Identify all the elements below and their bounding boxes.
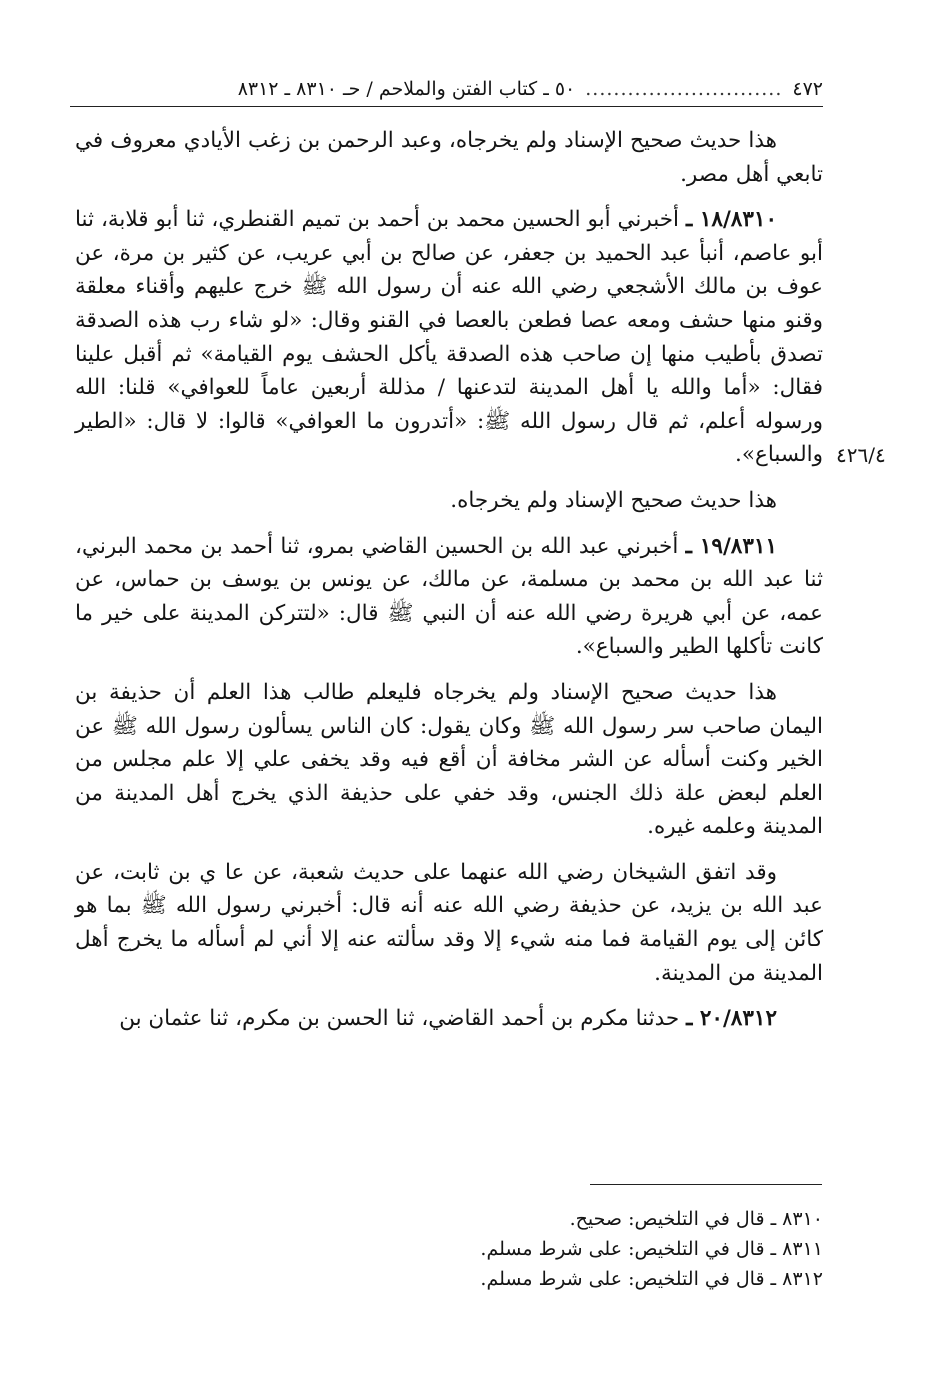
page-number: ٤٧٢ [792,78,823,100]
paragraph [75,484,823,518]
paragraph [75,676,823,844]
hadith-8311 [75,530,823,664]
hadith-text: حدثنا مكرم بن أحمد القاضي، ثنا الحسن بن مكرم، ثنا عثمان بن [119,1006,687,1032]
paragraph [75,856,823,990]
footnote: ٨٣١٠ ـ قال في التلخيص: صحيح. [569,1208,823,1230]
margin-reference: ٤٢٦/٤ [836,443,886,467]
footnotes [300,1204,823,1294]
hadith-text: أخبرني عبد الله بن الحسين القاضي بمرو، ثنا أحمد بن محمد البرني، ثنا عبد الله بن محمد بن مسلمة، عن مالك، عن يونس بن يوسف بن حماس، عن عمه، عن أبي هريرة رضي الله عنه أن النبي ﷺ قال: «لتتركن المدينة على خير ما كانت تأكلها الطير والسباع». [75,533,823,660]
header-title: ٥٠ ـ كتاب الفتن والملاحم / حـ ٨٣١٠ ـ ٨٣١٢ [237,78,576,100]
paragraph-text: هذا حديث صحيح الإسناد ولم يخرجاه. [450,487,777,513]
hadith-number: ١٨/٨٣١٠ ـ [685,207,777,233]
running-header [70,72,823,107]
paragraph-text: هذا حديث صحيح الإسناد ولم يخرجاه، وعبد الرحمن بن زغب الأيادي معروف في تابعي أهل مصر. [75,128,823,187]
hadith-text: أخبرني أبو الحسين محمد بن أحمد بن تميم القنطري، ثنا أبو قلابة، ثنا أبو عاصم، أنبأ عبد الحميد بن جعفر، عن صالح بن أبي عريب، عن كثير بن مرة، عن عوف بن مالك الأشجعي رضي الله عنه أن رسول الله ﷺ خرج عليهم وأقناء معلقة وقنو منها حشف ومعه عصا فطعن بالعصا في القنو وقال: «لو شاء رب هذه الصدقة تصدق بأطيب منها إن صاحب هذه الصدقة يأكل الحشف يوم القيامة» ثم أقبل علينا فقال: «أما والله يا أهل المدينة لتدعنها / مذللة أربعين عاماً للعوافي» قلنا: الله ورسوله أعلم، ثم قال رسول الله ﷺ: «أتدرون ما العوافي» قالوا: لا قال: «الطير والسباع». [75,207,823,468]
hadith-number: ١٩/٨٣١١ ـ [685,533,777,559]
hadith-8310 [75,203,823,472]
footnote-divider [590,1184,822,1185]
header-leader-dots: ............................ [585,78,783,100]
main-text [75,124,823,1048]
footnote: ٨٣١٢ ـ قال في التلخيص: على شرط مسلم. [480,1268,823,1290]
hadith-8312 [75,1002,823,1036]
footnote: ٨٣١١ ـ قال في التلخيص: على شرط مسلم. [480,1238,823,1260]
paragraph-text: هذا حديث صحيح الإسناد ولم يخرجاه فليعلم طالب هذا العلم أن حذيفة بن اليمان صاحب سر رسول الله ﷺ وكان يقول: كان الناس يسألون رسول الله ﷺ عن الخير وكنت أسأله عن الشر مخافة أن أقع فيه وقد يخفى علي إلا علم مجلس من العلم لبعض علة ذلك الجنس، وقد خفي على حذيفة الذي يخرج أهل المدينة من المدينة وعلمه غيره. [75,679,823,840]
paragraph-text: وقد اتفق الشيخان رضي الله عنهما على حديث شعبة، عن عا ي بن ثابت، عن عبد الله بن يزيد، عن حذيفة رضي الله عنه أنه قال: أخبرني رسول الله ﷺ بما هو كائن إلى يوم القيامة فما منه شيء إلا وقد سألته عنه إلا أني لم أسأله ما يخرج أهل المدينة من المدينة. [75,859,823,986]
hadith-number: ٢٠/٨٣١٢ ـ [686,1006,777,1032]
paragraph [75,124,823,191]
